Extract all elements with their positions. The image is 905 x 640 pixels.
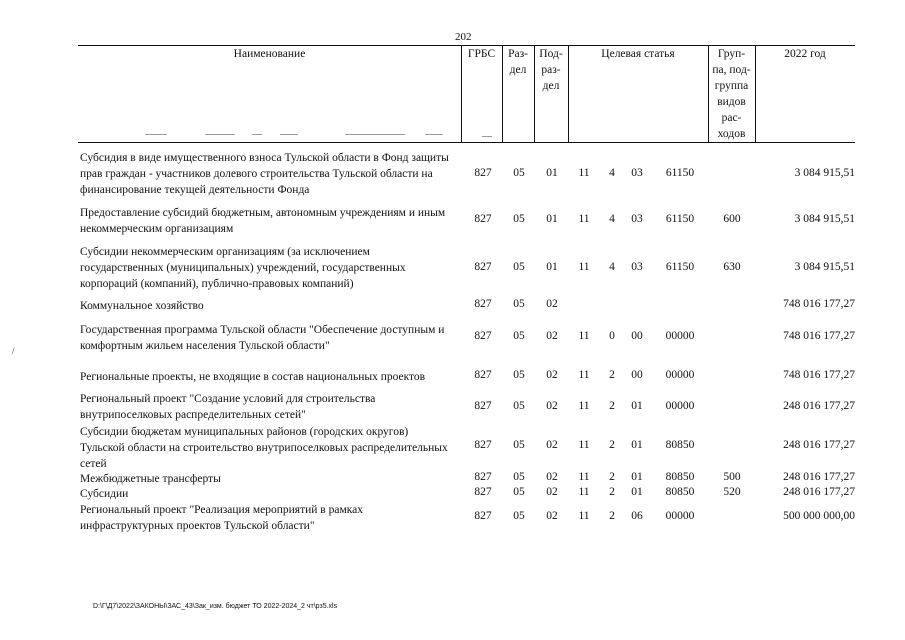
row-rz: 05 bbox=[513, 213, 525, 225]
row-grbs: 827 bbox=[474, 261, 492, 273]
row-c1: 11 bbox=[578, 330, 590, 342]
row-grbs: 827 bbox=[474, 510, 492, 522]
header-podrazdel-line: дел bbox=[542, 80, 560, 92]
row-c4: 61150 bbox=[665, 167, 695, 179]
row-c3: 01 bbox=[631, 400, 643, 412]
row-c2: 2 bbox=[609, 369, 615, 381]
header-gruppa-line: группа bbox=[714, 80, 749, 92]
row-name: Региональный проект "Создание условий для строительства внутрипоселковых распределительных сетей" bbox=[80, 393, 376, 421]
row-amount: 248 016 177,27 bbox=[783, 400, 855, 412]
row-grbs: 827 bbox=[474, 298, 492, 310]
row-grbs: 827 bbox=[474, 213, 492, 225]
row-name: Субсидия в виде имущественного взноса Тульской области в Фонд защиты прав граждан - участников долевого строительства Тульской области на финансирование текущей деятельности Фонда bbox=[80, 152, 449, 196]
row-c4: 00000 bbox=[665, 369, 695, 381]
row-amount: 748 016 177,27 bbox=[783, 369, 855, 381]
row-amount: 248 016 177,27 bbox=[783, 439, 855, 451]
row-c2: 4 bbox=[609, 167, 615, 179]
row-c1: 11 bbox=[578, 400, 590, 412]
row-amount: 248 016 177,27 bbox=[783, 486, 855, 498]
header-razdel-line: Раз- bbox=[508, 48, 528, 60]
row-amount: 248 016 177,27 bbox=[783, 471, 855, 483]
header-gruppa-line: видов bbox=[717, 96, 746, 108]
row-pr: 02 bbox=[546, 486, 558, 498]
row-c3: 01 bbox=[631, 486, 643, 498]
row-pr: 02 bbox=[546, 510, 558, 522]
row-amount: 748 016 177,27 bbox=[783, 298, 855, 310]
row-rz: 05 bbox=[513, 471, 525, 483]
row-c4: 61150 bbox=[665, 261, 695, 273]
row-pr: 01 bbox=[546, 213, 558, 225]
row-c2: 2 bbox=[609, 486, 615, 498]
row-grbs: 827 bbox=[474, 330, 492, 342]
row-rz: 05 bbox=[513, 261, 525, 273]
row-name: Предоставление субсидий бюджетным, автономным учреждениям и иным некоммерческим организациям bbox=[80, 207, 446, 235]
row-c3: 03 bbox=[631, 213, 643, 225]
row-c1: 11 bbox=[578, 486, 590, 498]
row-c3: 00 bbox=[631, 330, 643, 342]
row-rz: 05 bbox=[513, 298, 525, 310]
header-name: Наименование bbox=[233, 48, 306, 60]
row-name: Региональный проект "Реализация мероприятий в рамках инфраструктурных проектов Тульской области" bbox=[80, 504, 364, 532]
row-amount: 748 016 177,27 bbox=[783, 330, 855, 342]
row-c3: 03 bbox=[631, 167, 643, 179]
row-c1: 11 bbox=[578, 369, 590, 381]
row-pr: 02 bbox=[546, 400, 558, 412]
row-c1: 11 bbox=[578, 167, 590, 179]
row-c2: 2 bbox=[609, 439, 615, 451]
file-path-footer: D:\Г\Д7\2022\ЗАКОНЫ\ЗАС_43\Зак_изм. бюджет ТО 2022-2024_2 чт\рз5.xls bbox=[93, 603, 338, 610]
row-pr: 02 bbox=[546, 330, 558, 342]
row-amount: 500 000 000,00 bbox=[783, 510, 855, 522]
row-pr: 01 bbox=[546, 167, 558, 179]
row-c1: 11 bbox=[578, 471, 590, 483]
row-vr: 520 bbox=[723, 486, 741, 498]
row-name: Субсидии bbox=[80, 488, 129, 500]
row-c2: 2 bbox=[609, 510, 615, 522]
row-c1: 11 bbox=[578, 510, 590, 522]
row-name: Коммунальное хозяйство bbox=[80, 300, 204, 312]
row-c3: 01 bbox=[631, 439, 643, 451]
row-c4: 00000 bbox=[665, 510, 695, 522]
row-c3: 06 bbox=[631, 510, 643, 522]
row-c2: 2 bbox=[609, 471, 615, 483]
row-vr: 630 bbox=[723, 261, 741, 273]
row-amount: 3 084 915,51 bbox=[794, 261, 855, 273]
header-gruppa bbox=[708, 46, 755, 142]
row-c2: 0 bbox=[609, 330, 615, 342]
row-pr: 02 bbox=[546, 298, 558, 310]
row-c4: 80850 bbox=[665, 471, 695, 483]
row-c4: 80850 bbox=[665, 486, 695, 498]
header-grbs: ГРБС bbox=[467, 48, 496, 60]
row-c2: 4 bbox=[609, 213, 615, 225]
header-razdel-line: дел bbox=[509, 64, 527, 76]
row-c2: 4 bbox=[609, 261, 615, 273]
row-grbs: 827 bbox=[474, 369, 492, 381]
header-bottom-rule bbox=[78, 142, 855, 143]
row-pr: 02 bbox=[546, 369, 558, 381]
row-rz: 05 bbox=[513, 330, 525, 342]
row-rz: 05 bbox=[513, 167, 525, 179]
row-name: Региональные проекты, не входящие в состав национальных проектов bbox=[80, 371, 426, 383]
row-grbs: 827 bbox=[474, 167, 492, 179]
header-gruppa-line: ходов bbox=[717, 128, 746, 140]
row-rz: 05 bbox=[513, 486, 525, 498]
header-celevaya: Целевая статья bbox=[601, 48, 675, 60]
row-c3: 01 bbox=[631, 471, 643, 483]
row-name: Межбюджетные трансферты bbox=[80, 473, 221, 485]
row-rz: 05 bbox=[513, 439, 525, 451]
row-c4: 80850 bbox=[665, 439, 695, 451]
row-grbs: 827 bbox=[474, 400, 492, 412]
row-grbs: 827 bbox=[474, 439, 492, 451]
row-grbs: 827 bbox=[474, 471, 492, 483]
row-c2: 2 bbox=[609, 400, 615, 412]
row-c3: 00 bbox=[631, 369, 643, 381]
row-vr: 600 bbox=[723, 213, 741, 225]
header-podrazdel-line: Под- bbox=[539, 48, 563, 60]
row-c4: 00000 bbox=[665, 330, 695, 342]
row-c1: 11 bbox=[578, 439, 590, 451]
header-year: 2022 год bbox=[784, 48, 826, 60]
row-c4: 61150 bbox=[665, 213, 695, 225]
row-amount: 3 084 915,51 bbox=[794, 213, 855, 225]
row-c4: 00000 bbox=[665, 400, 695, 412]
row-rz: 05 bbox=[513, 369, 525, 381]
row-vr: 500 bbox=[723, 471, 741, 483]
row-amount: 3 084 915,51 bbox=[794, 167, 855, 179]
row-rz: 05 bbox=[513, 400, 525, 412]
header-gruppa-line: Груп- bbox=[717, 48, 746, 60]
page-number: 202 bbox=[455, 31, 472, 43]
row-name: Государственная программа Тульской области "Обеспечение доступным и комфортным жильем населения Тульской области" bbox=[80, 324, 445, 352]
row-pr: 01 bbox=[546, 261, 558, 273]
header-razdel bbox=[502, 46, 534, 78]
row-grbs: 827 bbox=[474, 486, 492, 498]
row-name: Субсидии некоммерческим организациям (за исключением государственных (муниципальных) учреждений, государственных корпораций (компаний), публично-правовых компаний) bbox=[80, 246, 406, 290]
row-rz: 05 bbox=[513, 510, 525, 522]
row-c3: 03 bbox=[631, 261, 643, 273]
row-pr: 02 bbox=[546, 439, 558, 451]
row-c1: 11 bbox=[578, 213, 590, 225]
header-podrazdel-line: раз- bbox=[541, 64, 561, 76]
header-podrazdel bbox=[534, 46, 568, 94]
row-pr: 02 bbox=[546, 471, 558, 483]
row-name: Субсидии бюджетам муниципальных районов (городских округов) Тульской области на строительство внутрипоселковых распределительных сетей bbox=[80, 426, 448, 470]
header-gruppa-line: па, под- bbox=[712, 64, 751, 76]
row-c1: 11 bbox=[578, 261, 590, 273]
header-gruppa-line: рас- bbox=[721, 112, 742, 124]
